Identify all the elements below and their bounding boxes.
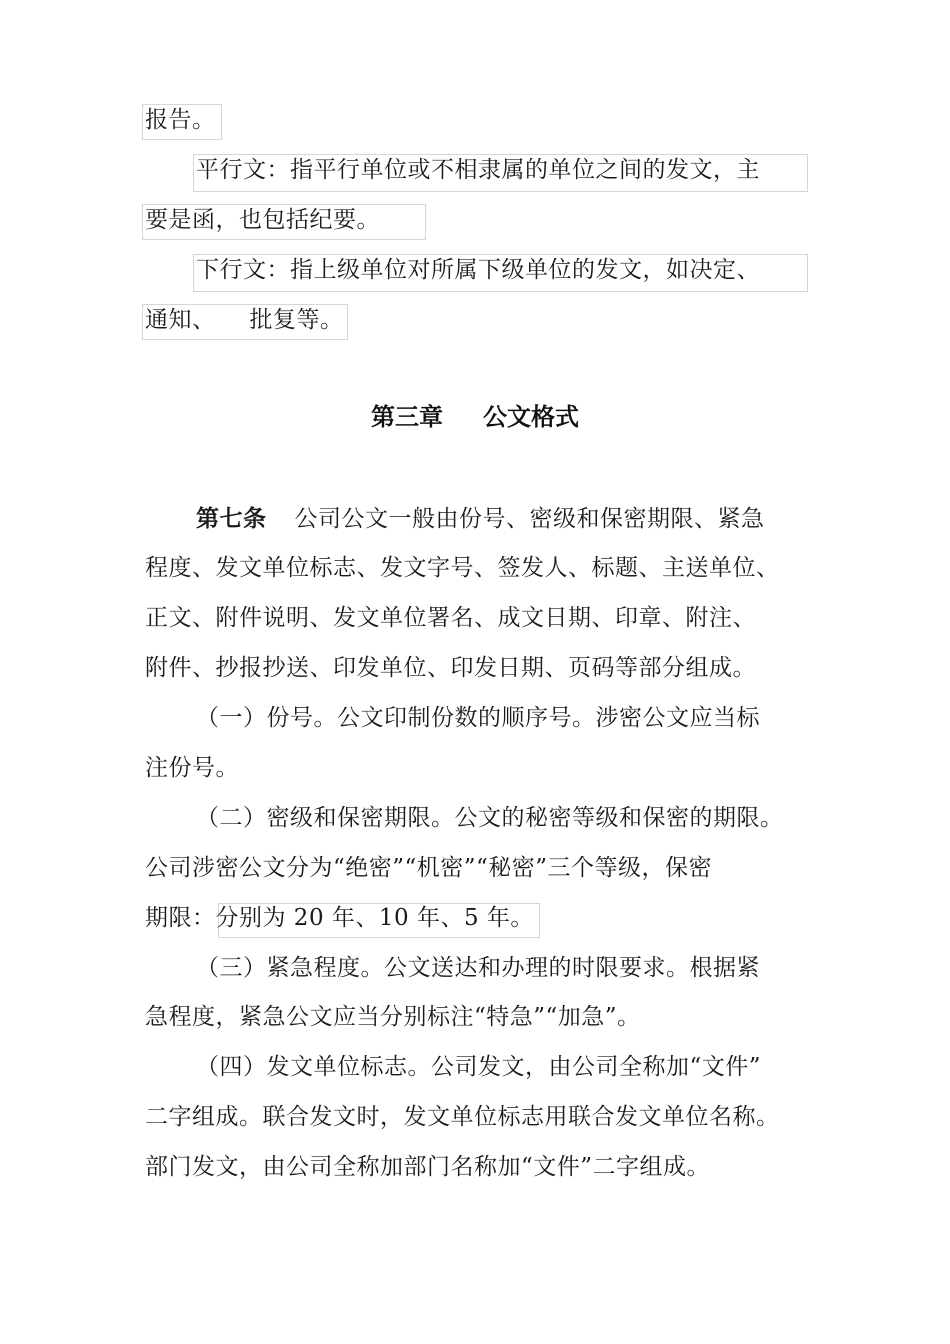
paragraph-text: 正文、附件说明、发文单位署名、成文日期、印章、附注、	[145, 605, 756, 631]
paragraph-text: 公司涉密公文分为“绝密”“机密”“秘密”三个等级，保密	[145, 855, 713, 881]
article-text: 公司公文一般由份号、密级和保密期限、紧急	[294, 506, 765, 532]
paragraph-text: （四）发文单位标志。公司发文，由公司全称加“文件”	[196, 1054, 762, 1080]
paragraph-fragment: 分别为 20 年、10 年、5 年。	[215, 905, 534, 931]
paragraph-text: 注份号。	[145, 755, 239, 781]
paragraph-text	[145, 303, 344, 337]
paragraph-text: 部门发文，由公司全称加部门名称加“文件”二字组成。	[145, 1154, 711, 1180]
paragraph-text: 要是函，也包括纪要。	[145, 207, 380, 233]
paragraph-text: （三）紧急程度。公文送达和办理的时限要求。根据紧	[196, 955, 760, 981]
paragraph-text: 报告。	[145, 107, 216, 133]
paragraph-text: 平行文：指平行单位或不相隶属的单位之间的发文，主	[196, 157, 760, 183]
paragraph-text: 二字组成。联合发文时，发文单位标志用联合发文单位名称。	[145, 1104, 780, 1130]
article-number: 第七条	[196, 506, 267, 532]
paragraph-text	[145, 901, 534, 935]
paragraph-text: 附件、抄报抄送、印发单位、印发日期、页码等部分组成。	[145, 655, 756, 681]
chapter-title: 公文格式	[483, 403, 579, 431]
paragraph-text: 下行文：指上级单位对所属下级单位的发文，如决定、	[196, 257, 760, 283]
paragraph-text: 急程度，紧急公文应当分别标注“特急”“加急”。	[145, 1004, 641, 1030]
paragraph-fragment: 期限：	[145, 905, 216, 931]
paragraph-text: （二）密级和保密期限。公文的秘密等级和保密的期限。	[196, 805, 784, 831]
paragraph-fragment: 通知、	[145, 307, 216, 333]
chapter-number: 第三章	[371, 403, 443, 431]
paragraph-fragment: 批复等。	[249, 307, 344, 333]
article-first-line	[196, 502, 765, 536]
chapter-heading	[0, 400, 950, 434]
paragraph-text: 程度、发文单位标志、发文字号、签发人、标题、主送单位、	[145, 555, 780, 581]
paragraph-text: （一）份号。公文印制份数的顺序号。涉密公文应当标	[196, 705, 760, 731]
